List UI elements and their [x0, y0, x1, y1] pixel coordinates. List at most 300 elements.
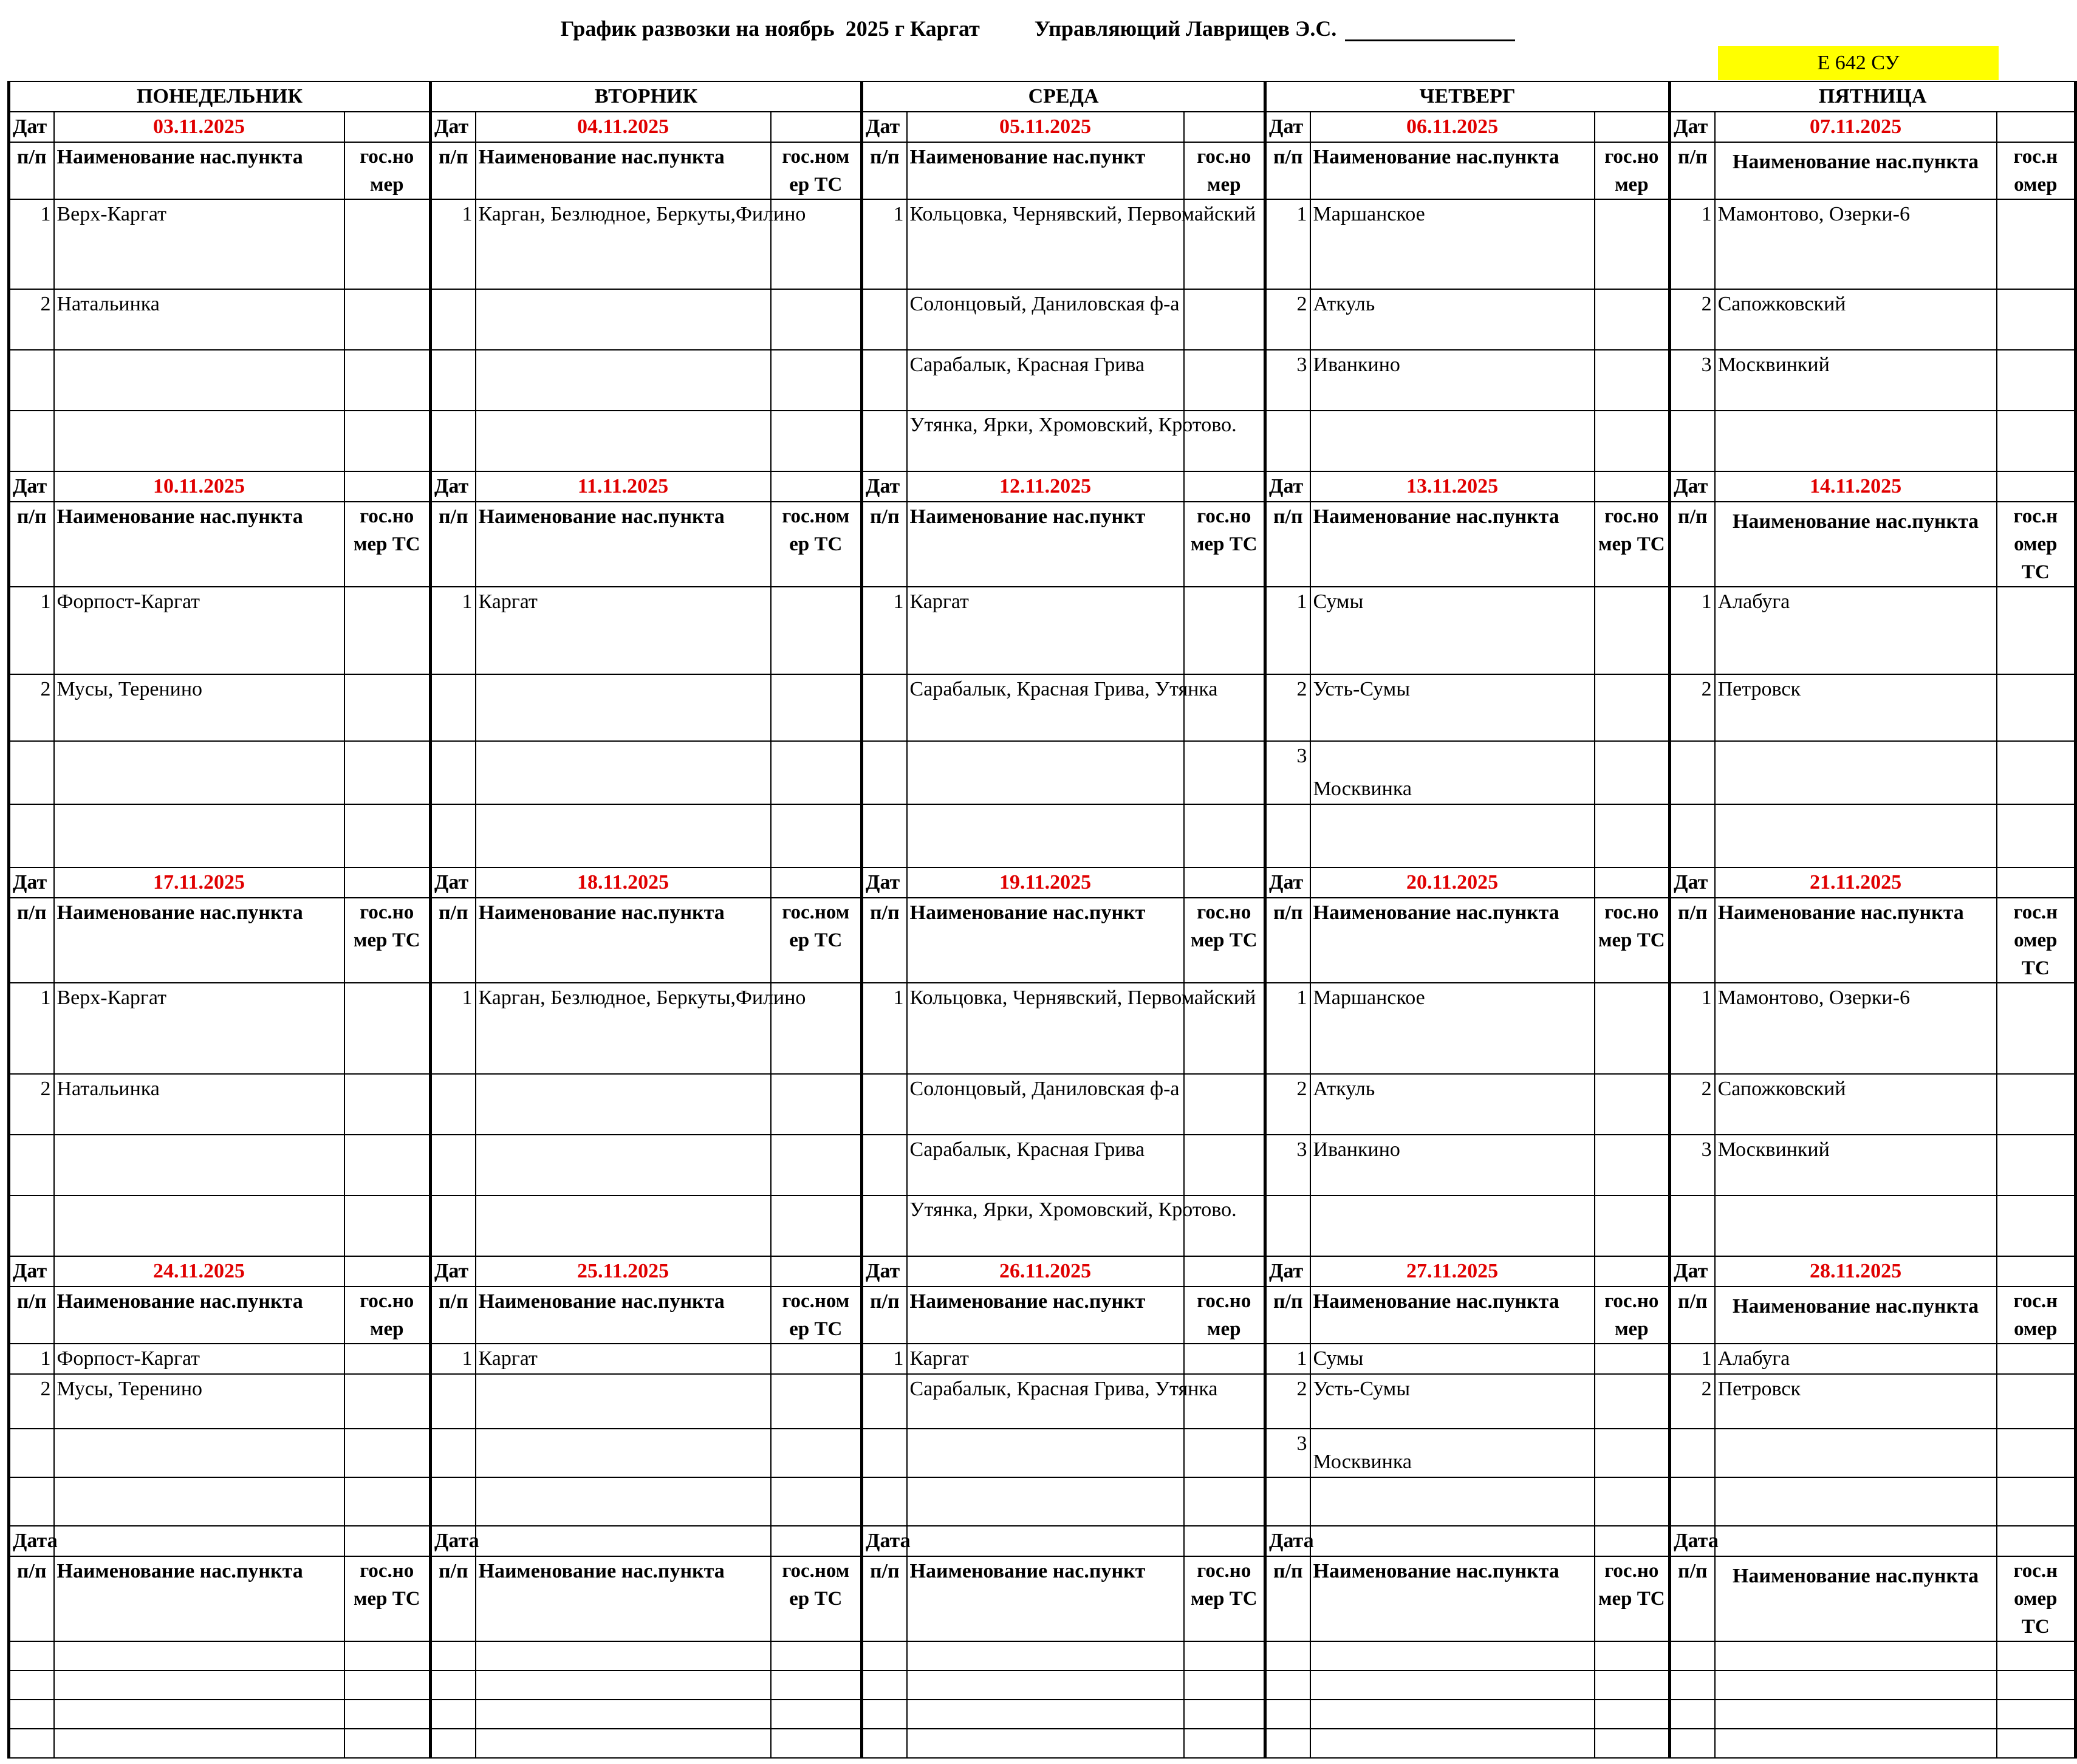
date-label: Дат: [1265, 1256, 1310, 1287]
vehicle-plate-badge: Е 642 СУ: [1718, 46, 1999, 80]
settlement-name: Сапожковский: [1715, 1074, 1997, 1135]
row-number: [862, 1700, 907, 1729]
row-number: 3: [1265, 741, 1310, 804]
row-number: [862, 804, 907, 867]
settlement-name: [1715, 1670, 1997, 1700]
settlement-name: Петровск: [1715, 674, 1997, 741]
row-number: [431, 1729, 476, 1758]
settlement-name: Сарабалык, Красная Грива: [907, 350, 1184, 411]
settlement-name: Каргат: [476, 1344, 771, 1374]
row-number: 1: [9, 1344, 54, 1374]
date-empty-cell: [1184, 1256, 1265, 1287]
gos-number-cell: [344, 1670, 431, 1700]
col-header-pp: п/п: [862, 142, 907, 199]
row-number: [862, 411, 907, 471]
settlement-name: Мусы, Теренино: [54, 1374, 344, 1429]
settlement-name: Мамонтово, Озерки-6: [1715, 983, 1997, 1074]
row-number: 1: [862, 1344, 907, 1374]
date-value: 06.11.2025: [1310, 112, 1595, 142]
gos-number-cell: [1997, 674, 2076, 741]
date-label: Дат: [9, 867, 54, 898]
col-header-pp: п/п: [431, 898, 476, 983]
settlement-name: Сумы: [1310, 1344, 1595, 1374]
settlement-name: Сарабалык, Красная Грива, Утянка: [907, 674, 1184, 741]
date-empty-cell: [771, 112, 862, 142]
col-header-pp: п/п: [9, 1287, 54, 1344]
settlement-name: [1715, 804, 1997, 867]
row-number: [431, 1135, 476, 1195]
day-header-2: ВТОРНИК: [431, 81, 862, 112]
row-number: [9, 350, 54, 411]
settlement-name: [907, 1670, 1184, 1700]
date-label: Дат: [862, 1256, 907, 1287]
row-number: 3: [1265, 350, 1310, 411]
col-header-name: Наименование нас.пункта: [1715, 142, 1997, 199]
date-empty-cell: [771, 1526, 862, 1556]
settlement-name: [54, 804, 344, 867]
gos-number-cell: [344, 1374, 431, 1429]
date-label: Дат: [9, 1256, 54, 1287]
date-label: Дата: [431, 1526, 476, 1556]
gos-number-cell: [1997, 1344, 2076, 1374]
date-empty-cell: [1184, 867, 1265, 898]
row-number: 2: [9, 1374, 54, 1429]
gos-number-cell: [771, 1074, 862, 1135]
settlement-name: Солонцовый, Даниловская ф-а: [907, 289, 1184, 350]
settlement-name: [54, 350, 344, 411]
col-header-gos-number: гос.но мер ТС: [1595, 898, 1670, 983]
settlement-name: Москвинка: [1310, 1429, 1595, 1477]
settlement-name: [476, 804, 771, 867]
settlement-name: Сумы: [1310, 587, 1595, 674]
date-empty-cell: [1997, 1526, 2076, 1556]
gos-number-cell: [771, 350, 862, 411]
col-header-name: Наименование нас.пункта: [1310, 1556, 1595, 1641]
col-header-name: Наименование нас.пункта: [54, 898, 344, 983]
col-header-pp: п/п: [862, 1287, 907, 1344]
settlement-name: Сапожковский: [1715, 289, 1997, 350]
date-empty-cell: [1595, 1526, 1670, 1556]
gos-number-cell: [1184, 1344, 1265, 1374]
signature-line: [1345, 21, 1515, 41]
settlement-name: [907, 741, 1184, 804]
date-value: 03.11.2025: [54, 112, 344, 142]
date-value: 19.11.2025: [907, 867, 1184, 898]
date-label: Дат: [9, 471, 54, 502]
row-number: [9, 1429, 54, 1477]
col-header-pp: п/п: [1670, 1556, 1715, 1641]
gos-number-cell: [344, 1195, 431, 1256]
row-number: 3: [1265, 1135, 1310, 1195]
gos-number-cell: [1595, 1195, 1670, 1256]
settlement-name: Натальинка: [54, 1074, 344, 1135]
row-number: [431, 411, 476, 471]
col-header-name: Наименование нас.пункта: [1310, 142, 1595, 199]
date-label: Дат: [9, 112, 54, 142]
settlement-name: Петровск: [1715, 1374, 1997, 1429]
settlement-name: [476, 1670, 771, 1700]
gos-number-cell: [1595, 350, 1670, 411]
settlement-name: [907, 1429, 1184, 1477]
gos-number-cell: [344, 674, 431, 741]
gos-number-cell: [344, 1641, 431, 1670]
settlement-name: [1715, 1700, 1997, 1729]
settlement-name: [476, 1135, 771, 1195]
row-number: 1: [1265, 1344, 1310, 1374]
settlement-name: [476, 289, 771, 350]
date-label: Дат: [431, 112, 476, 142]
col-header-name: Наименование нас.пункта: [1715, 898, 1997, 983]
date-value: [907, 1526, 1184, 1556]
col-header-gos-number: гос.но мер: [1184, 142, 1265, 199]
gos-number-cell: [1997, 983, 2076, 1074]
date-label: Дат: [1265, 471, 1310, 502]
gos-number-cell: [1184, 1477, 1265, 1526]
date-value: 11.11.2025: [476, 471, 771, 502]
row-number: [431, 804, 476, 867]
row-number: [1265, 411, 1310, 471]
settlement-name: [476, 1374, 771, 1429]
col-header-gos-number: гос.но мер ТС: [344, 898, 431, 983]
col-header-gos-number: гос.но мер ТС: [1595, 1556, 1670, 1641]
row-number: 3: [1670, 1135, 1715, 1195]
settlement-name: Усть-Сумы: [1310, 1374, 1595, 1429]
gos-number-cell: [1997, 1670, 2076, 1700]
date-empty-cell: [344, 1256, 431, 1287]
settlement-name: Каргат: [907, 587, 1184, 674]
col-header-pp: п/п: [431, 1287, 476, 1344]
col-header-pp: п/п: [1670, 142, 1715, 199]
row-number: [431, 741, 476, 804]
row-number: [862, 1670, 907, 1700]
row-number: 1: [9, 587, 54, 674]
row-number: 2: [1265, 674, 1310, 741]
col-header-name: Наименование нас.пункта: [54, 1287, 344, 1344]
settlement-name: [54, 1477, 344, 1526]
gos-number-cell: [1997, 411, 2076, 471]
date-empty-cell: [1997, 112, 2076, 142]
settlement-name: [54, 1135, 344, 1195]
gos-number-cell: [1997, 1641, 2076, 1670]
row-number: 3: [1265, 1429, 1310, 1477]
date-label: Дат: [1670, 112, 1715, 142]
col-header-gos-number: гос.ном ер ТС: [771, 502, 862, 587]
date-value: 24.11.2025: [54, 1256, 344, 1287]
row-number: [9, 1477, 54, 1526]
gos-number-cell: [1595, 289, 1670, 350]
gos-number-cell: [771, 804, 862, 867]
date-value: [54, 1526, 344, 1556]
row-number: [431, 1700, 476, 1729]
col-header-gos-number: гос.но мер: [344, 142, 431, 199]
col-header-pp: п/п: [1670, 502, 1715, 587]
date-label: Дат: [862, 867, 907, 898]
date-label: Дат: [862, 112, 907, 142]
date-empty-cell: [344, 867, 431, 898]
settlement-name: [1715, 1477, 1997, 1526]
day-header-3: СРЕДА: [862, 81, 1265, 112]
col-header-pp: п/п: [9, 898, 54, 983]
gos-number-cell: [344, 199, 431, 289]
col-header-gos-number: гос.н омер: [1997, 142, 2076, 199]
col-header-gos-number: гос.но мер: [344, 1287, 431, 1344]
row-number: [431, 1429, 476, 1477]
date-empty-cell: [1184, 112, 1265, 142]
settlement-name: [476, 1429, 771, 1477]
gos-number-cell: [1595, 1641, 1670, 1670]
gos-number-cell: [771, 741, 862, 804]
settlement-name: Аткуль: [1310, 289, 1595, 350]
gos-number-cell: [1184, 289, 1265, 350]
row-number: [862, 1374, 907, 1429]
settlement-name: [54, 1641, 344, 1670]
row-number: [862, 1195, 907, 1256]
col-header-pp: п/п: [862, 502, 907, 587]
gos-number-cell: [771, 1729, 862, 1758]
gos-number-cell: [771, 1374, 862, 1429]
settlement-name: [907, 1729, 1184, 1758]
gos-number-cell: [1184, 1641, 1265, 1670]
gos-number-cell: [344, 289, 431, 350]
row-number: [1670, 411, 1715, 471]
gos-number-cell: [344, 1477, 431, 1526]
gos-number-cell: [344, 1074, 431, 1135]
gos-number-cell: [1595, 1477, 1670, 1526]
col-header-pp: п/п: [9, 1556, 54, 1641]
settlement-name: [1715, 1429, 1997, 1477]
settlement-name: Солонцовый, Даниловская ф-а: [907, 1074, 1184, 1135]
date-value: 18.11.2025: [476, 867, 771, 898]
col-header-name: Наименование нас.пункта: [1715, 1556, 1997, 1641]
date-empty-cell: [771, 1256, 862, 1287]
row-number: [431, 1074, 476, 1135]
gos-number-cell: [771, 587, 862, 674]
gos-number-cell: [771, 1195, 862, 1256]
col-header-name: Наименование нас.пункта: [1310, 898, 1595, 983]
col-header-gos-number: гос.н омер: [1997, 1287, 2076, 1344]
gos-number-cell: [1184, 1429, 1265, 1477]
gos-number-cell: [344, 1429, 431, 1477]
settlement-name: [907, 804, 1184, 867]
date-empty-cell: [1595, 1256, 1670, 1287]
date-empty-cell: [1595, 112, 1670, 142]
settlement-name: Карган, Безлюдное, Беркуты,Филино: [476, 199, 771, 289]
settlement-name: Маршанское: [1310, 983, 1595, 1074]
row-number: [1670, 1700, 1715, 1729]
row-number: [1670, 1670, 1715, 1700]
row-number: [1265, 1477, 1310, 1526]
col-header-gos-number: гос.но мер: [1595, 1287, 1670, 1344]
settlement-name: [54, 741, 344, 804]
date-label: Дата: [1265, 1526, 1310, 1556]
row-number: 1: [1670, 983, 1715, 1074]
row-number: [1670, 804, 1715, 867]
col-header-gos-number: гос.но мер ТС: [344, 1556, 431, 1641]
settlement-name: Мамонтово, Озерки-6: [1715, 199, 1997, 289]
settlement-name: [54, 411, 344, 471]
col-header-name: Наименование нас.пункт: [907, 1556, 1184, 1641]
date-empty-cell: [344, 471, 431, 502]
date-label: Дата: [1670, 1526, 1715, 1556]
gos-number-cell: [1184, 1729, 1265, 1758]
row-number: [1670, 741, 1715, 804]
settlement-name: Форпост-Каргат: [54, 587, 344, 674]
settlement-name: Кольцовка, Чернявский, Первомайский: [907, 983, 1184, 1074]
date-value: [1310, 1526, 1595, 1556]
settlement-name: [54, 1670, 344, 1700]
settlement-name: Верх-Каргат: [54, 199, 344, 289]
gos-number-cell: [771, 411, 862, 471]
settlement-name: Иванкино: [1310, 350, 1595, 411]
schedule-title: График развозки на ноябрь 2025 г Каргат: [560, 16, 980, 41]
col-header-gos-number: гос.но мер ТС: [1184, 898, 1265, 983]
col-header-name: Наименование нас.пункта: [1310, 502, 1595, 587]
row-number: 2: [1265, 1374, 1310, 1429]
gos-number-cell: [1997, 199, 2076, 289]
settlement-name: [476, 411, 771, 471]
row-number: [1670, 1429, 1715, 1477]
date-label: Дат: [1265, 112, 1310, 142]
settlement-name: Алабуга: [1715, 1344, 1997, 1374]
date-label: Дата: [862, 1526, 907, 1556]
row-number: 1: [431, 983, 476, 1074]
date-value: 13.11.2025: [1310, 471, 1595, 502]
gos-number-cell: [1595, 674, 1670, 741]
row-number: [431, 350, 476, 411]
row-number: 1: [1670, 1344, 1715, 1374]
col-header-pp: п/п: [1265, 1556, 1310, 1641]
date-value: 20.11.2025: [1310, 867, 1595, 898]
row-number: [9, 804, 54, 867]
settlement-name: [476, 1729, 771, 1758]
date-empty-cell: [344, 1526, 431, 1556]
day-header-4: ЧЕТВЕРГ: [1265, 81, 1670, 112]
date-label: Дат: [431, 867, 476, 898]
col-header-gos-number: гос.но мер ТС: [1184, 502, 1265, 587]
date-value: 27.11.2025: [1310, 1256, 1595, 1287]
row-number: [431, 1641, 476, 1670]
date-value: 10.11.2025: [54, 471, 344, 502]
col-header-gos-number: гос.но мер ТС: [1184, 1556, 1265, 1641]
gos-number-cell: [344, 1700, 431, 1729]
settlement-name: Маршанское: [1310, 199, 1595, 289]
row-number: [9, 411, 54, 471]
day-header-5: ПЯТНИЦА: [1670, 81, 2076, 112]
date-value: 05.11.2025: [907, 112, 1184, 142]
settlement-name: [907, 1641, 1184, 1670]
row-number: [1265, 1729, 1310, 1758]
gos-number-cell: [771, 1641, 862, 1670]
gos-number-cell: [1997, 350, 2076, 411]
settlement-name: Сарабалык, Красная Грива: [907, 1135, 1184, 1195]
settlement-name: Карган, Безлюдное, Беркуты,Филино: [476, 983, 771, 1074]
date-value: 26.11.2025: [907, 1256, 1184, 1287]
settlement-name: [476, 1195, 771, 1256]
row-number: [862, 741, 907, 804]
gos-number-cell: [344, 587, 431, 674]
col-header-name: Наименование нас.пункт: [907, 502, 1184, 587]
date-empty-cell: [771, 867, 862, 898]
row-number: [1670, 1729, 1715, 1758]
row-number: 1: [1265, 983, 1310, 1074]
settlement-name: [1715, 1641, 1997, 1670]
col-header-name: Наименование нас.пункта: [476, 898, 771, 983]
date-value: 04.11.2025: [476, 112, 771, 142]
settlement-name: Кольцовка, Чернявский, Первомайский: [907, 199, 1184, 289]
col-header-gos-number: гос.н омер ТС: [1997, 502, 2076, 587]
row-number: [431, 1374, 476, 1429]
date-empty-cell: [1997, 1256, 2076, 1287]
settlement-name: [476, 741, 771, 804]
gos-number-cell: [1595, 741, 1670, 804]
gos-number-cell: [1997, 1429, 2076, 1477]
gos-number-cell: [1595, 411, 1670, 471]
row-number: 1: [1670, 199, 1715, 289]
gos-number-cell: [1595, 1135, 1670, 1195]
gos-number-cell: [1997, 1195, 2076, 1256]
date-value: 28.11.2025: [1715, 1256, 1997, 1287]
manager-name: Управляющий Лаврищев Э.С.: [1034, 16, 1337, 41]
settlement-name: Москвинкий: [1715, 1135, 1997, 1195]
date-value: 12.11.2025: [907, 471, 1184, 502]
date-empty-cell: [1184, 1526, 1265, 1556]
gos-number-cell: [1595, 804, 1670, 867]
row-number: [1265, 804, 1310, 867]
gos-number-cell: [771, 289, 862, 350]
schedule-grid: [7, 81, 2077, 1759]
date-label: Дата: [9, 1526, 54, 1556]
settlement-name: Сарабалык, Красная Грива, Утянка: [907, 1374, 1184, 1429]
col-header-pp: п/п: [1265, 502, 1310, 587]
col-header-name: Наименование нас.пункта: [54, 502, 344, 587]
gos-number-cell: [1184, 804, 1265, 867]
gos-number-cell: [1997, 1700, 2076, 1729]
date-value: 14.11.2025: [1715, 471, 1997, 502]
col-header-pp: п/п: [431, 1556, 476, 1641]
settlement-name: [476, 1641, 771, 1670]
gos-number-cell: [1595, 983, 1670, 1074]
date-empty-cell: [1184, 471, 1265, 502]
row-number: [431, 1670, 476, 1700]
row-number: [1670, 1195, 1715, 1256]
row-number: [862, 289, 907, 350]
settlement-name: Натальинка: [54, 289, 344, 350]
gos-number-cell: [1184, 1135, 1265, 1195]
row-number: 2: [1265, 1074, 1310, 1135]
settlement-name: Утянка, Ярки, Хромовский, Кротово.: [907, 411, 1184, 471]
settlement-name: [1310, 1641, 1595, 1670]
row-number: 2: [1670, 1374, 1715, 1429]
gos-number-cell: [1595, 587, 1670, 674]
settlement-name: [1310, 411, 1595, 471]
row-number: [431, 1195, 476, 1256]
gos-number-cell: [1595, 1344, 1670, 1374]
col-header-pp: п/п: [862, 1556, 907, 1641]
settlement-name: Верх-Каргат: [54, 983, 344, 1074]
gos-number-cell: [1595, 1374, 1670, 1429]
row-number: 3: [1670, 350, 1715, 411]
settlement-name: Аткуль: [1310, 1074, 1595, 1135]
col-header-name: Наименование нас.пункта: [1310, 1287, 1595, 1344]
col-header-name: Наименование нас.пункта: [476, 142, 771, 199]
row-number: 2: [9, 674, 54, 741]
settlement-name: [476, 350, 771, 411]
col-header-name: Наименование нас.пункта: [54, 1556, 344, 1641]
settlement-name: [54, 1195, 344, 1256]
row-number: [1670, 1641, 1715, 1670]
row-number: [9, 1641, 54, 1670]
col-header-name: Наименование нас.пункта: [476, 1556, 771, 1641]
